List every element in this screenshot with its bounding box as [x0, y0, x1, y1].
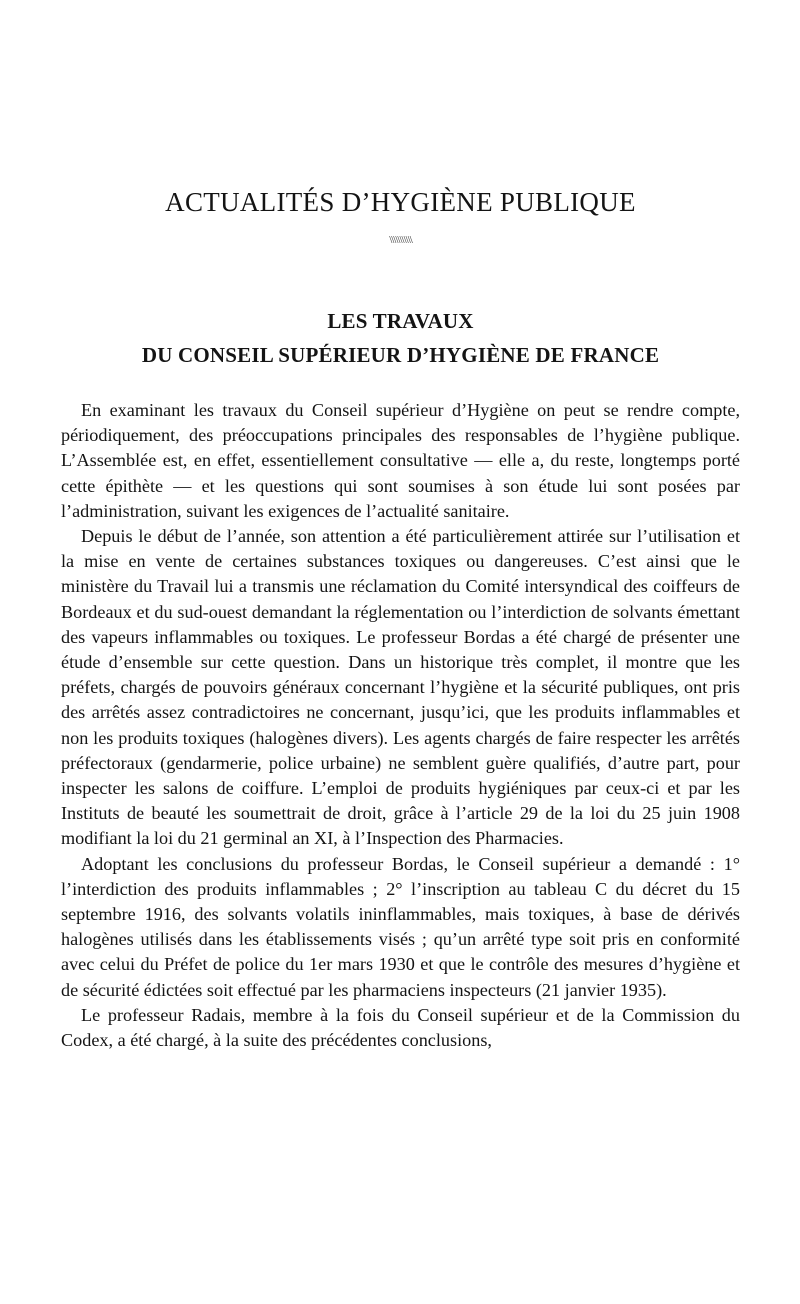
article-title-line-1: LES TRAVAUX	[327, 309, 474, 333]
title-ornament: \\\\\\\\\\\	[389, 234, 412, 246]
paragraph: En examinant les travaux du Conseil supérieur d’Hygiène on peut se rendre compte, périodiquement, des préoccupations principales des responsables de l’hygiène publique. L’Assemblée est, en effet, essentiellement consultative — elle a, du reste, longtemps porté cette épithète — et les questions qui sont soumises à son étude lui sont posées par l’administration, suivant les exigences de l’actualité sanitaire.	[61, 400, 740, 521]
article-title-line-2: DU CONSEIL SUPÉRIEUR D’HYGIÈNE DE FRANCE	[141, 343, 660, 367]
paragraph: Adoptant les conclusions du professeur Bordas, le Conseil supérieur a demandé : 1° l’interdiction des produits inflammables ; 2° l’inscription au tableau C du décret du 15 septembre 1916, des solvants volatils ininflammables, mais toxiques, à base de dérivés halogènes utilisés dans les établissements visés ; qu’un arrêté type soit pris en conformité avec celui du Préfet de police du 1er mars 1930 et que le contrôle des mesures d’hygiène et de sécurité édictées soit effectué par les pharmaciens inspecteurs (21 janvier 1935).	[61, 853, 740, 1000]
paragraph: Depuis le début de l’année, son attention a été particulièrement attirée sur l’utilisation et la mise en vente de certaines substances toxiques ou dangereuses. C’est ainsi que le ministère du Travail lui a transmis une réclamation du Comité intersyndical des coiffeurs de Bordeaux et du sud-ouest demandant la réglementation ou l’interdiction de solvants émettant des vapeurs inflammables ou toxiques. Le professeur Bordas a été chargé de présenter une étude d’ensemble sur cette question. Dans un historique très complet, il montre que les préfets, chargés de pouvoirs généraux concernant l’hygiène et la sécurité publiques, ont pris des arrêtés assez contradictoires ne concernant, jusqu’ici, que les produits inflammables et non les produits toxiques (halogènes divers). Les agents chargés de faire respecter les arrêtés préfectoraux (gendarmerie, police urbaine) ne semblent guère qualifiés, d’autre part, pour inspecter les salons de coiffure. L’emploi de produits hygiéniques par ceux-ci et par les Instituts de beauté les soumettrait de droit, grâce à l’article 29 de la loi du 25 juin 1908 modifiant la loi du 21 germinal an XI, à l’Inspection des Pharmacies.	[61, 526, 740, 849]
paragraph: Le professeur Radais, membre à la fois du Conseil supérieur et de la Commission du Codex, a été chargé, à la suite des précédentes conclusions,	[61, 1004, 740, 1051]
page-title: ACTUALITÉS D’HYGIÈNE PUBLIQUE	[165, 187, 636, 217]
article-body	[61, 398, 740, 1053]
